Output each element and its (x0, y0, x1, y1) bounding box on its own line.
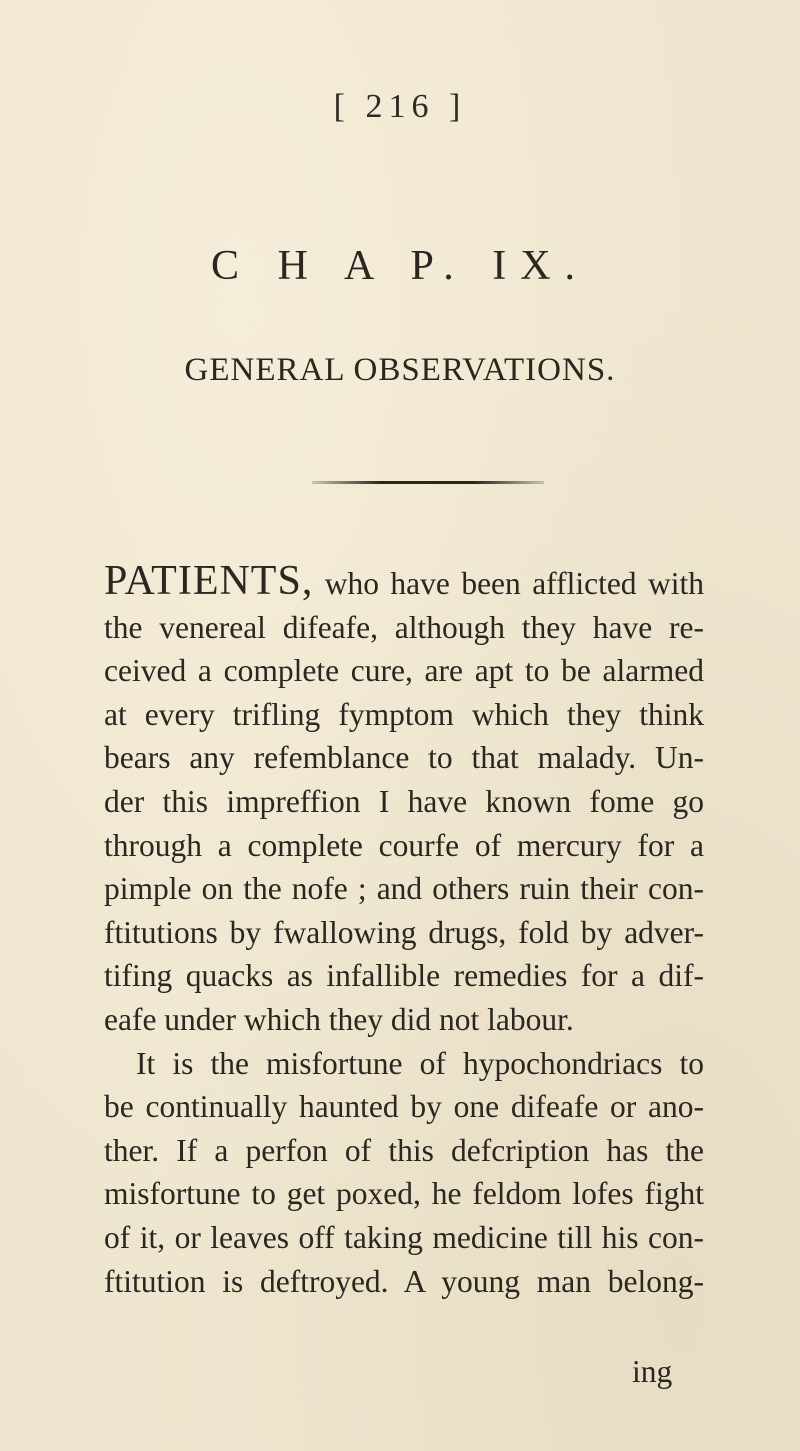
catchword: ing (632, 1354, 673, 1389)
opening-word: PATIENTS, (104, 558, 314, 604)
text-line: pimple on the nofe ; and others ruin their con- (104, 871, 704, 907)
section-divider (312, 481, 544, 484)
text-line: ftitution is deftroyed. A young man belong- (104, 1263, 704, 1299)
text-line: der this impreffion I have known fome go (104, 783, 704, 819)
body-text (104, 560, 704, 1303)
text-line: at every trifling fymptom which they think (104, 696, 704, 732)
text-line: ftitutions by fwallowing drugs, fold by adver- (104, 914, 704, 950)
text-line: ceived a complete cure, are apt to be alarmed (104, 653, 704, 689)
text-line: misfortune to get poxed, he feldom lofes fight (104, 1176, 704, 1212)
text-line: eafe under which they did not labour. (104, 1001, 574, 1037)
text-line: tifing quacks as infallible remedies for a dif- (104, 958, 704, 994)
paragraph-2 (104, 1042, 704, 1304)
page-number: [ 216 ] (333, 88, 467, 125)
chapter-heading: C H A P. IX. (210, 243, 590, 289)
text-line-rest: who have been afflicted with (313, 566, 704, 601)
text-line: ther. If a perfon of this defcription has the (104, 1132, 704, 1168)
text-line: be continually haunted by one difeafe or ano- (104, 1089, 704, 1125)
paragraph-1 (104, 560, 704, 1042)
section-title: GENERAL OBSERVATIONS. (184, 352, 616, 388)
text-line: bears any refemblance to that malady. Un- (104, 740, 704, 776)
text-line: of it, or leaves off taking medicine till his con- (104, 1219, 704, 1255)
text-line: It is the misfortune of hypochondriacs to (136, 1045, 704, 1081)
text-line: through a complete courfe of mercury for a (104, 827, 704, 863)
text-line: the venereal difeafe, although they have re- (104, 609, 704, 645)
text-line (104, 560, 704, 606)
